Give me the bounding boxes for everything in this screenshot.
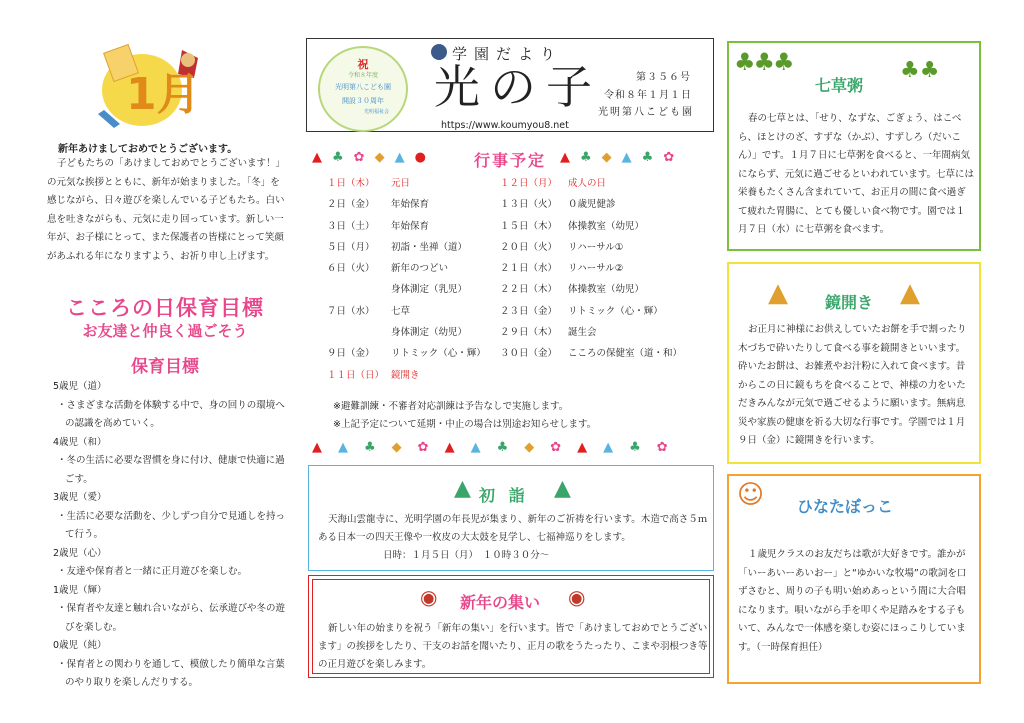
hatsumode-title: 初 詣 xyxy=(479,486,529,505)
event-date: １３日（火） xyxy=(500,199,558,211)
event-name: 元日 xyxy=(391,178,411,189)
issue-date: 令和８年１月１日 xyxy=(604,90,692,101)
event-name: 新年のつどい xyxy=(391,263,449,275)
plum-icon: ✿ xyxy=(417,440,429,455)
greeting-body: 子どもたちの「あけましておめでとうございます！」の元気な挨拶とともに、新年が始まりました。「冬」を感じながら、日々遊びを楽しんでいる子どもたち。白い息を吐きながらも、元気に走り回っています。新しい一年が、お子様にとって、また保護者の皆様にとって笑顔があふれる年になりますよう、お祈り申し上げます。 xyxy=(47,158,286,262)
anniversary-seal xyxy=(318,46,408,132)
goals-title: 保育目標 xyxy=(131,357,199,377)
school-name: 光明第八こども園 xyxy=(598,107,694,118)
event-name: ０歳児健診 xyxy=(568,199,616,211)
goal-age: 1歳児（輝） xyxy=(53,584,107,596)
event-row xyxy=(500,279,682,300)
goal-desc: ・冬の生活に必要な習慣を身に付け、健康で快適に過ごす。 xyxy=(57,455,285,485)
plum-icon: ✿ xyxy=(353,150,365,165)
event-row xyxy=(327,279,486,300)
event-name: 体操教室（幼児） xyxy=(568,220,645,232)
event-name: 身体測定（乳児） xyxy=(391,284,468,296)
event-date: ５日（月） xyxy=(327,241,375,253)
kagami-biraki-title: 鏡開き xyxy=(825,293,874,312)
goal-desc: ・友達や保育者と一緒に正月遊びを楽しむ。 xyxy=(57,566,248,577)
event-date: ２９日（木） xyxy=(500,327,558,339)
event-row xyxy=(327,216,486,237)
kagami-mochi-icon: ▲ xyxy=(444,440,455,455)
event-name: 初詣・坐禅（道） xyxy=(391,241,468,253)
event-date: ２０日（火） xyxy=(500,241,558,253)
event-row xyxy=(500,194,682,215)
event-row xyxy=(500,322,682,343)
pine-icon: ♣ xyxy=(496,440,509,455)
school-emblem-icon xyxy=(431,44,447,60)
newsletter-pretitle: 学園だより xyxy=(452,45,563,63)
seal-year: 令和８年度 xyxy=(347,72,378,79)
event-row xyxy=(500,173,682,194)
event-row xyxy=(327,322,486,343)
pine-icon: ♣ xyxy=(364,440,376,455)
hatsumode-body: 天海山雲龍寺に、光明学園の年長児が集まり、新年のご祈祷を行います。木造で高さ５ｍある日本一の四天王像や一枚皮の大太鼓を見学し、七福神巡りをします。 xyxy=(318,514,708,543)
kagami-mochi-icon: ▲ xyxy=(560,150,570,165)
event-name: リトミック（心・輝） xyxy=(391,348,486,360)
event-row xyxy=(500,258,682,279)
event-date: ９日（金） xyxy=(327,348,375,360)
hagoita-icon: ◆ xyxy=(601,150,612,165)
event-name: 身体測定（幼児） xyxy=(391,327,468,339)
mount-fuji-icon: ▲ xyxy=(394,150,405,165)
seal-celebration: 祝 xyxy=(357,58,369,71)
events-list-left xyxy=(327,173,486,386)
event-date: １２日（月） xyxy=(500,178,558,189)
event-name: 年始保育 xyxy=(391,220,430,232)
event-date: ７日（水） xyxy=(327,305,375,317)
pine-icon: ♣ xyxy=(580,150,592,165)
event-name: 年始保育 xyxy=(391,199,430,211)
event-date: ３日（土） xyxy=(327,220,375,232)
plum-icon: ✿ xyxy=(656,440,668,455)
event-date: ３０日（金） xyxy=(500,348,558,360)
hagoita-icon: ◆ xyxy=(374,150,385,165)
mount-fuji-icon: ▲ xyxy=(603,440,614,455)
events-note: ※上記予定について延期・中止の場合は別途お知らせします。 xyxy=(333,419,597,430)
goal-desc: ・さまざまな活動を体験する中で、身の回りの環境への認識を高めていく。 xyxy=(57,399,285,429)
event-row xyxy=(327,194,486,215)
event-date: ６日（火） xyxy=(327,263,375,275)
website-link[interactable]: https://www.koumyou8.net xyxy=(441,120,569,131)
plum-icon: ✿ xyxy=(663,150,675,165)
goal-age: 4歳児（和） xyxy=(53,436,107,448)
kagami-biraki-body: お正月に神様にお供えしていたお餅を手で割ったり木づちで砕いたりして食べる事を鏡開きといいます。砕いたお餅は、お雑煮やお汁粉に入れて食べます。昔からこの日に鏡もちを食べることで、神様の力をいただきみんなが元気で過ごせるように願います。無病息災や家族の健康を祈る大切な行事です。学園では１月９日（金）に鏡開きを行います。 xyxy=(738,324,967,446)
hagoita-icon: ◆ xyxy=(524,440,535,455)
nanakusa-title: 七草粥 xyxy=(815,76,864,95)
event-row xyxy=(500,301,682,322)
pine-icon: ♣ xyxy=(332,150,344,165)
kagami-mochi-icon: ▲ xyxy=(312,440,322,455)
event-date: １日（木） xyxy=(327,178,375,189)
newsletter-title: 光の子 xyxy=(434,60,602,114)
month-badge xyxy=(90,40,210,130)
event-date: ２２日（木） xyxy=(500,284,558,296)
event-date: ２日（金） xyxy=(327,199,375,211)
goal-age: 2歳児（心） xyxy=(53,547,107,559)
event-name: 体操教室（幼児） xyxy=(568,284,645,296)
event-row xyxy=(327,237,486,258)
event-row xyxy=(327,301,486,322)
hagoita-icon: ◆ xyxy=(391,440,402,455)
event-row xyxy=(500,237,682,258)
event-name: リトミック（心・輝） xyxy=(568,305,663,317)
goal-desc: ・保育者や友達と触れ合いながら、伝承遊びや冬の遊びを楽しむ。 xyxy=(57,603,286,633)
event-row xyxy=(500,216,682,237)
mount-fuji-icon: ▲ xyxy=(470,440,481,455)
hinatabokko-title: ひなたぼっこ xyxy=(797,497,894,516)
kadomatsu-icon: ▲ xyxy=(454,476,471,501)
issue-number: 第３５６号 xyxy=(636,72,691,83)
event-date: ２３日（金） xyxy=(500,305,558,317)
event-name: 誕生会 xyxy=(568,327,597,339)
nanakusa-body: 春の七草とは、「せり、なずな、ごぎょう、はこべら、ほとけのざ、すずな（かぶ）、すずしろ（だいこん）」です。１月７日に七草粥を食べると、一年間病気にならず、元気に過ごせるといわれています。七草には栄養もたくさん含まれていて、お正月の間に食べ過ぎて疲れた胃腸に、とても優しい食べ物です。園では１月７日（水）に七草粥を食べます。 xyxy=(738,113,974,235)
event-row xyxy=(327,173,486,194)
kadomatsu-icon: ▲ xyxy=(554,476,571,501)
kagami-mochi-icon: ▲ xyxy=(577,440,588,455)
decoration-row-top xyxy=(312,150,426,165)
event-name: 鏡開き xyxy=(391,369,420,381)
event-date: １５日（木） xyxy=(500,220,558,232)
horse-mask-icon: ◉ xyxy=(420,585,438,609)
heart-day-subtitle: お友達と仲良く過ごそう xyxy=(82,322,248,340)
seal-organization: 光明福祉会 xyxy=(364,109,390,115)
heart-day-title: こころの日保育目標 xyxy=(66,296,264,320)
event-name: 成人の日 xyxy=(568,178,607,189)
month-label: 1月 xyxy=(126,69,201,120)
hatsumode-schedule: 日時：１月５日（月） １０時３０分～ xyxy=(383,550,550,561)
decoration-row-top-right xyxy=(560,150,674,165)
event-name: 七草 xyxy=(391,305,411,317)
events-list-right xyxy=(500,173,682,365)
goal-desc: ・保育者との関わりを通して、模倣したり簡単な言葉のやり取りを楽しんだりする。 xyxy=(57,658,285,688)
greeting-title: 新年あけましておめでとうございます。 xyxy=(58,144,238,155)
event-date: ２１日（水） xyxy=(500,263,558,275)
horse-mask-icon: ◉ xyxy=(568,585,586,609)
new-year-gathering-title: 新年の集い xyxy=(460,593,541,612)
seal-school: 光明第八こども園 xyxy=(335,83,391,91)
event-date: １１日（日） xyxy=(327,369,385,381)
sun-icon: ● xyxy=(414,150,426,165)
seven-herbs-icon: ♣♣ xyxy=(900,58,940,83)
event-row xyxy=(327,365,486,386)
seven-herbs-icon: ♣♣♣ xyxy=(734,48,793,76)
events-notes xyxy=(333,398,596,434)
decoration-row-bottom xyxy=(312,440,668,455)
seal-anniversary: 開設３０周年 xyxy=(342,97,384,105)
goals-list xyxy=(47,378,287,693)
plum-icon: ✿ xyxy=(550,440,562,455)
children-dancing-icon: ☺ xyxy=(737,480,765,510)
pine-icon: ♣ xyxy=(629,440,641,455)
hinatabokko-body: １歳児クラスのお友だちは歌が大好きです。誰かが「いーあいーあいおー」と“ゆかいな牧場”の歌詞を口ずさむと、周りの子も明い始めあっという間に大合唱になります。唄いながら手を叩くや足踏みをする子もいて、みんなで一体感を楽しむ姿にほっこりしています。（一時保育担任） xyxy=(738,549,967,653)
event-name: こころの保健室（道・和） xyxy=(568,348,683,360)
events-note: ※避難訓練・不審者対応訓練は予告なしで実施します。 xyxy=(333,401,569,412)
events-title: 行事予定 xyxy=(474,151,547,170)
goal-age: 0歳児（純） xyxy=(53,640,107,651)
kagami-mochi-icon: ▲ xyxy=(900,278,920,308)
goal-age: 5歳児（道） xyxy=(53,381,107,392)
event-name: リハーサル① xyxy=(568,241,624,253)
event-row xyxy=(327,258,486,279)
goal-desc: ・生活に必要な活動を、少しずつ自分で見通しを持って行う。 xyxy=(57,510,286,540)
kagami-mochi-icon: ▲ xyxy=(312,150,322,165)
pine-icon: ♣ xyxy=(641,150,654,165)
kagami-mochi-icon: ▲ xyxy=(768,278,788,308)
goal-age: 3歳児（愛） xyxy=(53,492,107,503)
event-name: リハーサル② xyxy=(568,263,624,275)
event-row xyxy=(500,343,682,364)
new-year-gathering-body: 新しい年の始まりを祝う「新年の集い」を行います。皆で「あけましておめでとうございます」の挨拶をしたり、干支のお話を聞いたり、正月の歌をうたったり、こまや羽根つき等の正月遊びを楽しみます。 xyxy=(318,623,708,670)
event-row xyxy=(327,343,486,364)
mount-fuji-icon: ▲ xyxy=(621,150,632,165)
mount-fuji-icon: ▲ xyxy=(338,440,348,455)
